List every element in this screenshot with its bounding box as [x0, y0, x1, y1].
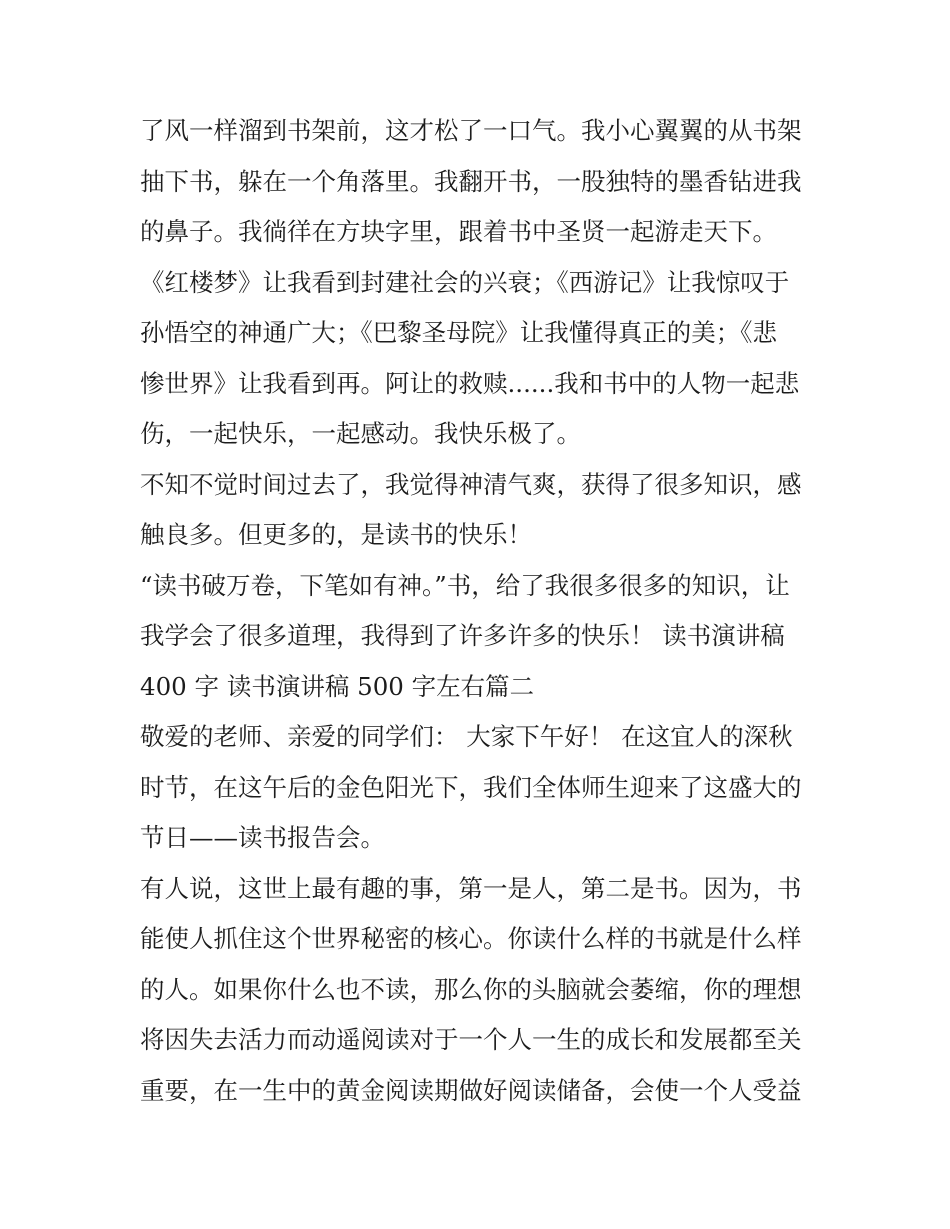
- text-line: 400 字 读书演讲稿 500 字左右篇二: [140, 671, 535, 701]
- text-line: 惨世界》让我看到再。阿让的救赎......我和书中的人物一起悲: [140, 368, 800, 398]
- body-text: [140, 106, 830, 1116]
- text-line: 时节，在这午后的金色阳光下，我们全体师生迎来了这盛大的: [140, 772, 802, 802]
- text-line: 的人。如果你什么也不读，那么你的头脑就会萎缩，你的理想: [140, 974, 802, 1004]
- text-line: 不知不觉时间过去了，我觉得神清气爽，获得了很多知识，感: [140, 469, 802, 499]
- text-line: 我学会了很多道理，我得到了许多许多的快乐！ 读书演讲稿: [140, 621, 785, 650]
- text-line: 的鼻子。我徜徉在方块字里，跟着书中圣贤一起游走天下。: [140, 217, 777, 246]
- text-line: 节日——读书报告会。: [140, 823, 385, 852]
- text-line: 敬爱的老师、亲爱的同学们： 大家下午好！ 在这宜人的深秋: [140, 722, 793, 751]
- text-line: 有人说，这世上最有趣的事，第一是人，第二是书。因为，书: [140, 873, 802, 903]
- text-line: 能使人抓住这个世界秘密的核心。你读什么样的书就是什么样: [140, 924, 802, 953]
- text-line: 伤，一起快乐，一起感动。我快乐极了。: [140, 419, 581, 448]
- text-line: 《红楼梦》让我看到封建社会的兴衰；《西游记》让我惊叹于: [140, 267, 790, 297]
- text-line: 了风一样溜到书架前，这才松了一口气。我小心翼翼的从书架: [140, 116, 802, 145]
- text-line: 触良多。但更多的，是读书的快乐！: [140, 520, 532, 549]
- text-line: 孙悟空的神通广大；《巴黎圣母院》让我懂得真正的美；《悲: [140, 318, 777, 347]
- text-line: 抽下书，躲在一个角落里。我翻开书，一股独特的墨香钻进我: [140, 166, 802, 196]
- text-line: “读书破万卷，下笔如有神。”书，给了我很多很多的知识，让: [140, 570, 790, 600]
- text-line: 重要，在一生中的黄金阅读期做好阅读储备，会使一个人受益: [140, 1075, 802, 1105]
- text-line: 将因失去活力而动遥阅读对于一个人一生的成长和发展都至关: [140, 1025, 802, 1054]
